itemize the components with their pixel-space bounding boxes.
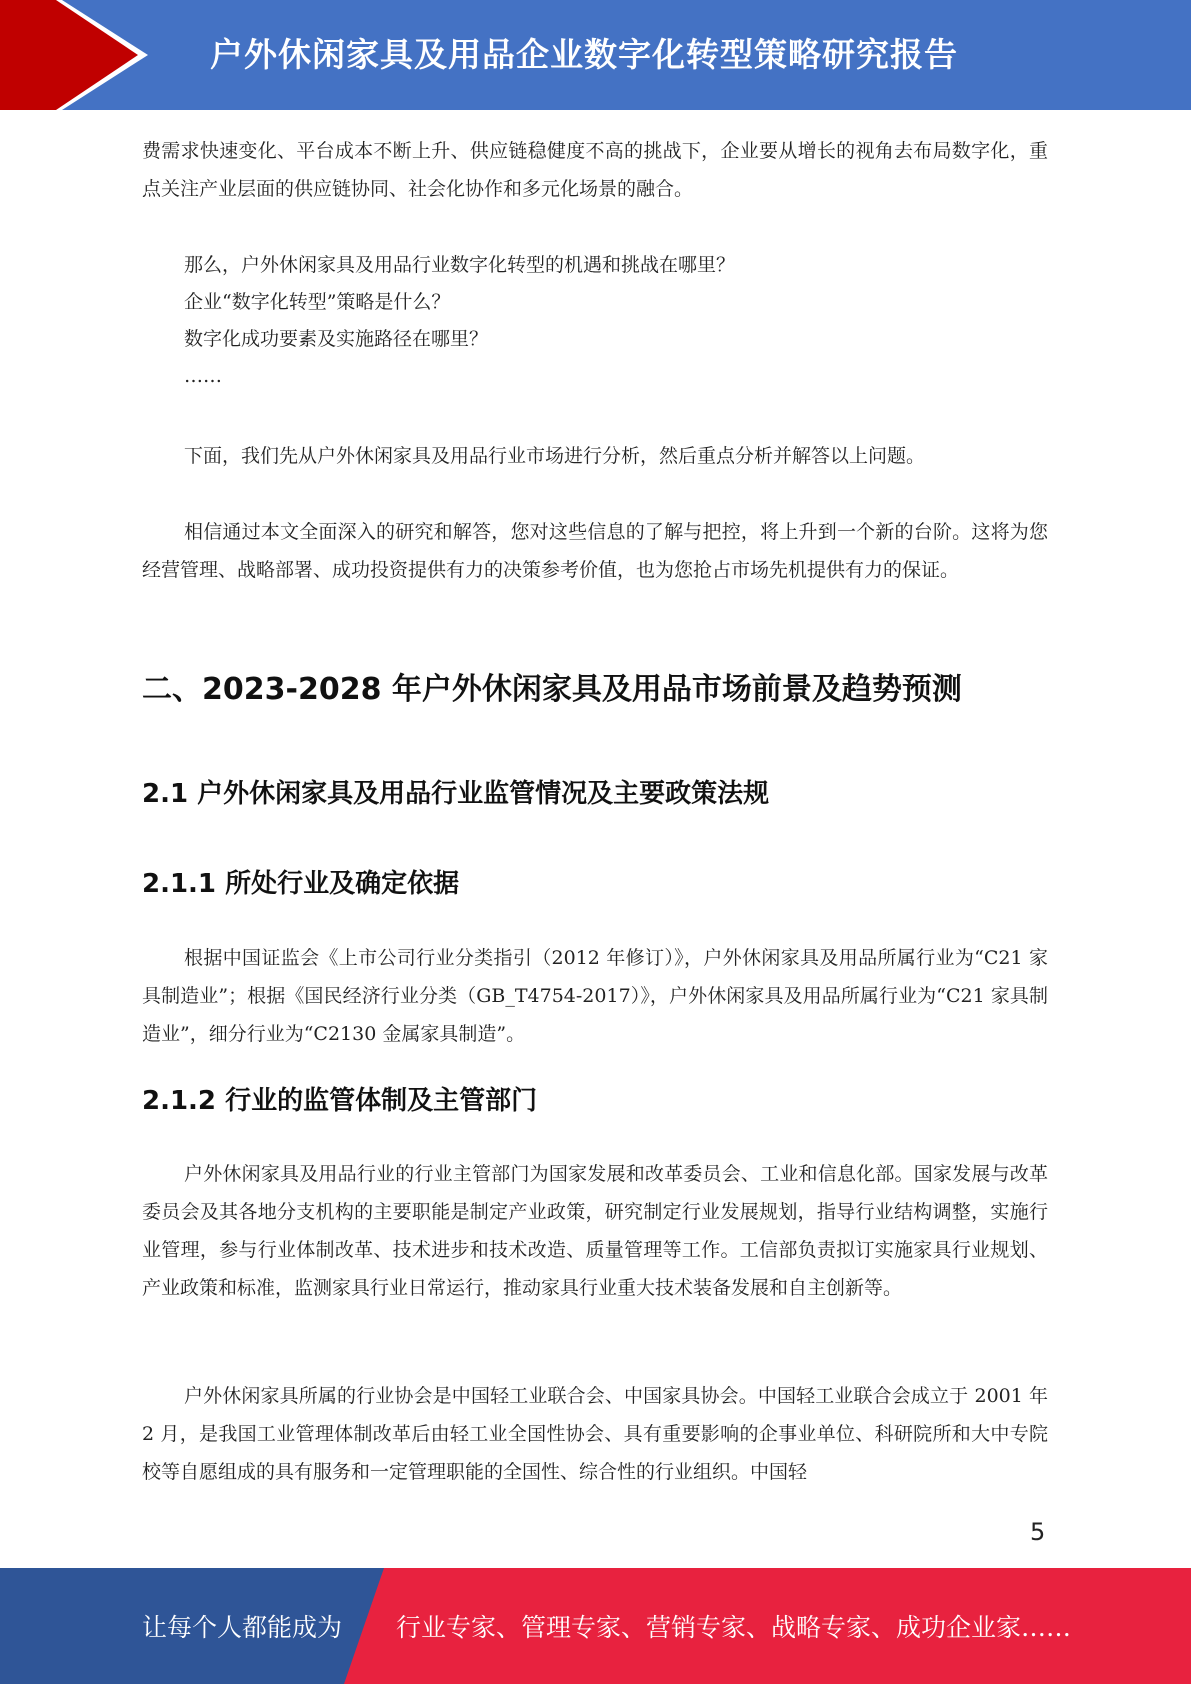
footer-slogan-left: 让每个人都能成为 <box>142 1613 343 1642</box>
questions-list <box>142 247 1048 395</box>
report-title: 户外休闲家具及用品企业数字化转型策略研究报告 <box>210 35 958 74</box>
section-2-1-2-heading: 2.1.2 行业的监管体制及主管部门 <box>142 1086 538 1116</box>
intro-block <box>142 132 1048 208</box>
section-2-1-1-block <box>142 939 1048 1053</box>
section-2-1-2-block-b <box>142 1377 1048 1491</box>
footer-banner <box>0 1568 1191 1684</box>
section-2-1-2-block-a <box>142 1155 1048 1307</box>
section-2-1-1-heading: 2.1.1 所处行业及确定依据 <box>142 869 460 899</box>
header-banner <box>0 0 1191 110</box>
footer-slogan-right: 行业专家、管理专家、营销专家、战略专家、成功企业家…… <box>396 1613 1072 1642</box>
question-item: 那么，户外休闲家具及用品行业数字化转型的机遇和挑战在哪里？ <box>184 254 736 276</box>
section-2-1-heading: 2.1 户外休闲家具及用品行业监管情况及主要政策法规 <box>142 779 770 809</box>
section-2-heading: 二、2023-2028 年户外休闲家具及用品市场前景及趋势预测 <box>142 672 962 707</box>
next-block <box>142 437 1048 475</box>
question-item: 企业“数字化转型”策略是什么？ <box>184 291 451 313</box>
question-ellipsis: …… <box>184 365 222 387</box>
section-2-1-2-paragraph-a: 户外休闲家具及用品行业的行业主管部门为国家发展和改革委员会、工业和信息化部。国家发展与改革委员会及其各地分支机构的主要职能是制定产业政策，研究制定行业发展规划，指导行业结构调整，实施行业管理，参与行业体制改革、技术进步和技术改造、质量管理等工作。工信部负责拟订实施家具行业规划、产业政策和标准，监测家具行业日常运行，推动家具行业重大技术装备发展和自主创新等。 <box>142 1163 1048 1299</box>
question-item: 数字化成功要素及实施路径在哪里？ <box>184 328 489 350</box>
believe-block <box>142 513 1048 589</box>
page-number: 5 <box>1030 1518 1046 1546</box>
intro-paragraph: 费需求快速变化、平台成本不断上升、供应链稳健度不高的挑战下，企业要从增长的视角去布局数字化，重点关注产业层面的供应链协同、社会化协作和多元化场景的融合。 <box>142 140 1048 200</box>
section-2-1-2-paragraph-b: 户外休闲家具所属的行业协会是中国轻工业联合会、中国家具协会。中国轻工业联合会成立于 2001 年 2 月，是我国工业管理体制改革后由轻工业全国性协会、具有重要影响的企事业单位、科研院所和大中专院校等自愿组成的具有服务和一定管理职能的全国性、综合性的行业组织。中国轻 <box>142 1385 1048 1483</box>
believe-paragraph: 相信通过本文全面深入的研究和解答，您对这些信息的了解与把控，将上升到一个新的台阶。这将为您经营管理、战略部署、成功投资提供有力的决策参考价值，也为您抢占市场先机提供有力的保证。 <box>142 521 1048 581</box>
next-paragraph: 下面，我们先从户外休闲家具及用品行业市场进行分析，然后重点分析并解答以上问题。 <box>184 445 926 467</box>
section-2-1-1-paragraph: 根据中国证监会《上市公司行业分类指引（2012 年修订）》，户外休闲家具及用品所属行业为“C21 家具制造业”；根据《国民经济行业分类（GB_T4754-2017）》，户外休闲家具及用品所属行业为“C21 家具制造业”，细分行业为“C2130 金属家具制造”。 <box>142 947 1048 1045</box>
